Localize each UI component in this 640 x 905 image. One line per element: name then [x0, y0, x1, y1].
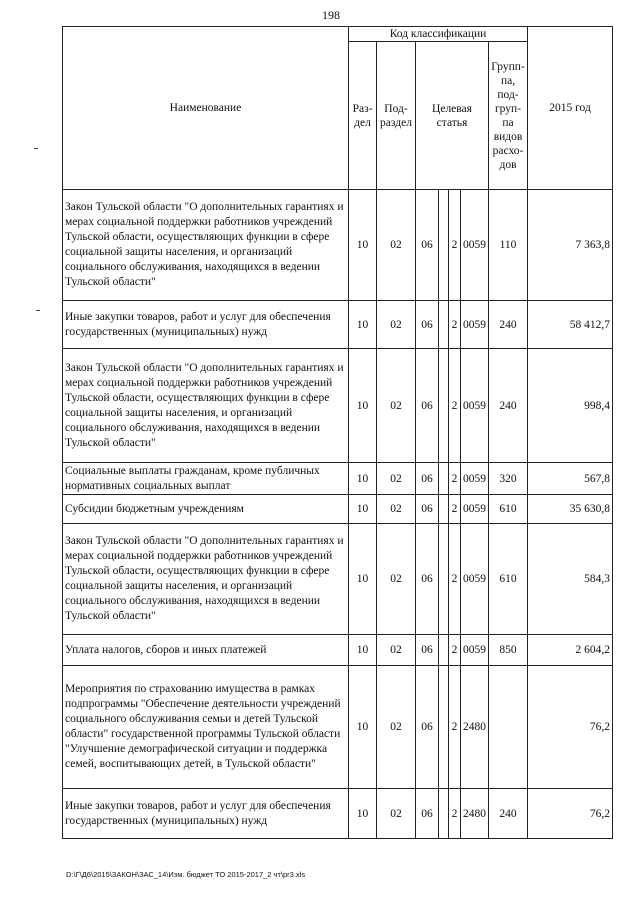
- row-amount-cell: 58 412,7: [528, 301, 613, 349]
- header-razdel: Раз-дел: [349, 42, 377, 190]
- row-target-part2-cell: 2: [449, 349, 461, 463]
- row-target-gap-cell: [439, 463, 449, 495]
- row-razdel-cell: 10: [349, 301, 377, 349]
- header-year: 2015 год: [528, 27, 613, 190]
- row-target-gap-cell: [439, 524, 449, 635]
- row-target-part3-cell: 2480: [461, 666, 489, 789]
- table-row: [63, 524, 613, 635]
- row-amount-cell: 567,8: [528, 463, 613, 495]
- row-group-cell: 110: [489, 190, 528, 301]
- row-group-cell: 850: [489, 635, 528, 666]
- row-razdel-cell: 10: [349, 524, 377, 635]
- row-target-gap-cell: [439, 635, 449, 666]
- row-target-gap-cell: [439, 301, 449, 349]
- row-razdel-cell: 10: [349, 666, 377, 789]
- row-group-cell: 610: [489, 495, 528, 524]
- row-target-part3-cell: 0059: [461, 301, 489, 349]
- row-group-cell: [489, 666, 528, 789]
- row-target-part3-cell: 0059: [461, 524, 489, 635]
- header-code-group: Код классификации: [349, 27, 528, 42]
- row-podrazdel-cell: 02: [377, 789, 416, 839]
- row-target-part1-cell: 06: [416, 495, 439, 524]
- table-body: [63, 190, 613, 839]
- row-target-part1-cell: 06: [416, 635, 439, 666]
- header-group: Групп-па, под-груп-па видов расхо-дов: [489, 42, 528, 190]
- header-podrazdel: Под-раздел: [377, 42, 416, 190]
- row-target-part2-cell: 2: [449, 524, 461, 635]
- row-razdel-cell: 10: [349, 349, 377, 463]
- row-amount-cell: 7 363,8: [528, 190, 613, 301]
- row-target-gap-cell: [439, 495, 449, 524]
- row-podrazdel-cell: 02: [377, 495, 416, 524]
- row-amount-cell: 584,3: [528, 524, 613, 635]
- row-podrazdel-cell: 02: [377, 666, 416, 789]
- row-razdel-cell: 10: [349, 463, 377, 495]
- table-row: [63, 190, 613, 301]
- row-target-part3-cell: 2480: [461, 789, 489, 839]
- row-amount-cell: 998,4: [528, 349, 613, 463]
- row-target-part3-cell: 0059: [461, 635, 489, 666]
- row-name-cell: Закон Тульской области "О дополнительных гарантиях и мерах социальной поддержки работников учреждений Тульской области, осуществляющих функции в сфере социальной защиты населения, и организаций социального обслуживания, находящихся в ведении Тульской области": [63, 524, 349, 635]
- table-row: [63, 463, 613, 495]
- row-target-gap-cell: [439, 190, 449, 301]
- row-podrazdel-cell: 02: [377, 349, 416, 463]
- file-path-footer: D:\Г\Д6\2015\ЗАКОН\ЗАС_14\Изм. бюджет ТО 2015-2017_2 чт\pr3.xls: [66, 870, 306, 879]
- row-target-part1-cell: 06: [416, 301, 439, 349]
- row-target-gap-cell: [439, 789, 449, 839]
- row-target-part1-cell: 06: [416, 524, 439, 635]
- row-target-part2-cell: 2: [449, 190, 461, 301]
- row-name-cell: Закон Тульской области "О дополнительных гарантиях и мерах социальной поддержки работников учреждений Тульской области, осуществляющих функции в сфере социальной защиты населения, и организаций социального обслуживания, находящихся в ведении Тульской области": [63, 349, 349, 463]
- row-name-cell: Мероприятия по страхованию имущества в рамках подпрограммы "Обеспечение деятельности учреждений социального обслуживания семьи и детей Тульской области" государственной программы Тульской области "Улучшение демографической ситуации и поддержка семей, воспитывающих детей, в Тульской области": [63, 666, 349, 789]
- row-target-gap-cell: [439, 666, 449, 789]
- row-razdel-cell: 10: [349, 495, 377, 524]
- row-name-cell: Иные закупки товаров, работ и услуг для обеспечения государственных (муниципальных) нужд: [63, 301, 349, 349]
- scan-speck: [36, 310, 40, 311]
- row-target-part1-cell: 06: [416, 190, 439, 301]
- row-name-cell: Социальные выплаты гражданам, кроме публичных нормативных социальных выплат: [63, 463, 349, 495]
- table-row: [63, 666, 613, 789]
- row-group-cell: 320: [489, 463, 528, 495]
- row-amount-cell: 76,2: [528, 789, 613, 839]
- row-name-cell: Закон Тульской области "О дополнительных гарантиях и мерах социальной поддержки работников учреждений Тульской области, осуществляющих функции в сфере социальной защиты населения, и организаций социального обслуживания, находящихся в ведении Тульской области": [63, 190, 349, 301]
- budget-table: [62, 26, 613, 839]
- row-target-part2-cell: 2: [449, 666, 461, 789]
- table-row: [63, 495, 613, 524]
- header-target: Целевая статья: [416, 42, 489, 190]
- row-target-part1-cell: 06: [416, 666, 439, 789]
- row-podrazdel-cell: 02: [377, 524, 416, 635]
- row-podrazdel-cell: 02: [377, 635, 416, 666]
- row-target-part2-cell: 2: [449, 789, 461, 839]
- row-target-part1-cell: 06: [416, 463, 439, 495]
- row-razdel-cell: 10: [349, 190, 377, 301]
- table-row: [63, 635, 613, 666]
- row-target-part2-cell: 2: [449, 635, 461, 666]
- row-amount-cell: 76,2: [528, 666, 613, 789]
- row-target-part1-cell: 06: [416, 349, 439, 463]
- row-amount-cell: 2 604,2: [528, 635, 613, 666]
- row-group-cell: 610: [489, 524, 528, 635]
- row-target-part2-cell: 2: [449, 463, 461, 495]
- row-target-part2-cell: 2: [449, 301, 461, 349]
- row-name-cell: Иные закупки товаров, работ и услуг для обеспечения государственных (муниципальных) нужд: [63, 789, 349, 839]
- row-name-cell: Субсидии бюджетным учреждениям: [63, 495, 349, 524]
- row-amount-cell: 35 630,8: [528, 495, 613, 524]
- row-podrazdel-cell: 02: [377, 190, 416, 301]
- row-group-cell: 240: [489, 789, 528, 839]
- row-target-part1-cell: 06: [416, 789, 439, 839]
- row-target-part2-cell: 2: [449, 495, 461, 524]
- row-podrazdel-cell: 02: [377, 463, 416, 495]
- row-group-cell: 240: [489, 301, 528, 349]
- row-target-part3-cell: 0059: [461, 463, 489, 495]
- row-target-gap-cell: [439, 349, 449, 463]
- row-razdel-cell: 10: [349, 635, 377, 666]
- table-row: [63, 349, 613, 463]
- row-target-part3-cell: 0059: [461, 190, 489, 301]
- header-name: Наименование: [63, 27, 349, 190]
- table-row: [63, 789, 613, 839]
- table-row: [63, 301, 613, 349]
- row-target-part3-cell: 0059: [461, 349, 489, 463]
- row-razdel-cell: 10: [349, 789, 377, 839]
- page-number: 198: [322, 8, 340, 22]
- row-name-cell: Уплата налогов, сборов и иных платежей: [63, 635, 349, 666]
- row-podrazdel-cell: 02: [377, 301, 416, 349]
- scan-speck: [34, 148, 38, 149]
- row-group-cell: 240: [489, 349, 528, 463]
- row-target-part3-cell: 0059: [461, 495, 489, 524]
